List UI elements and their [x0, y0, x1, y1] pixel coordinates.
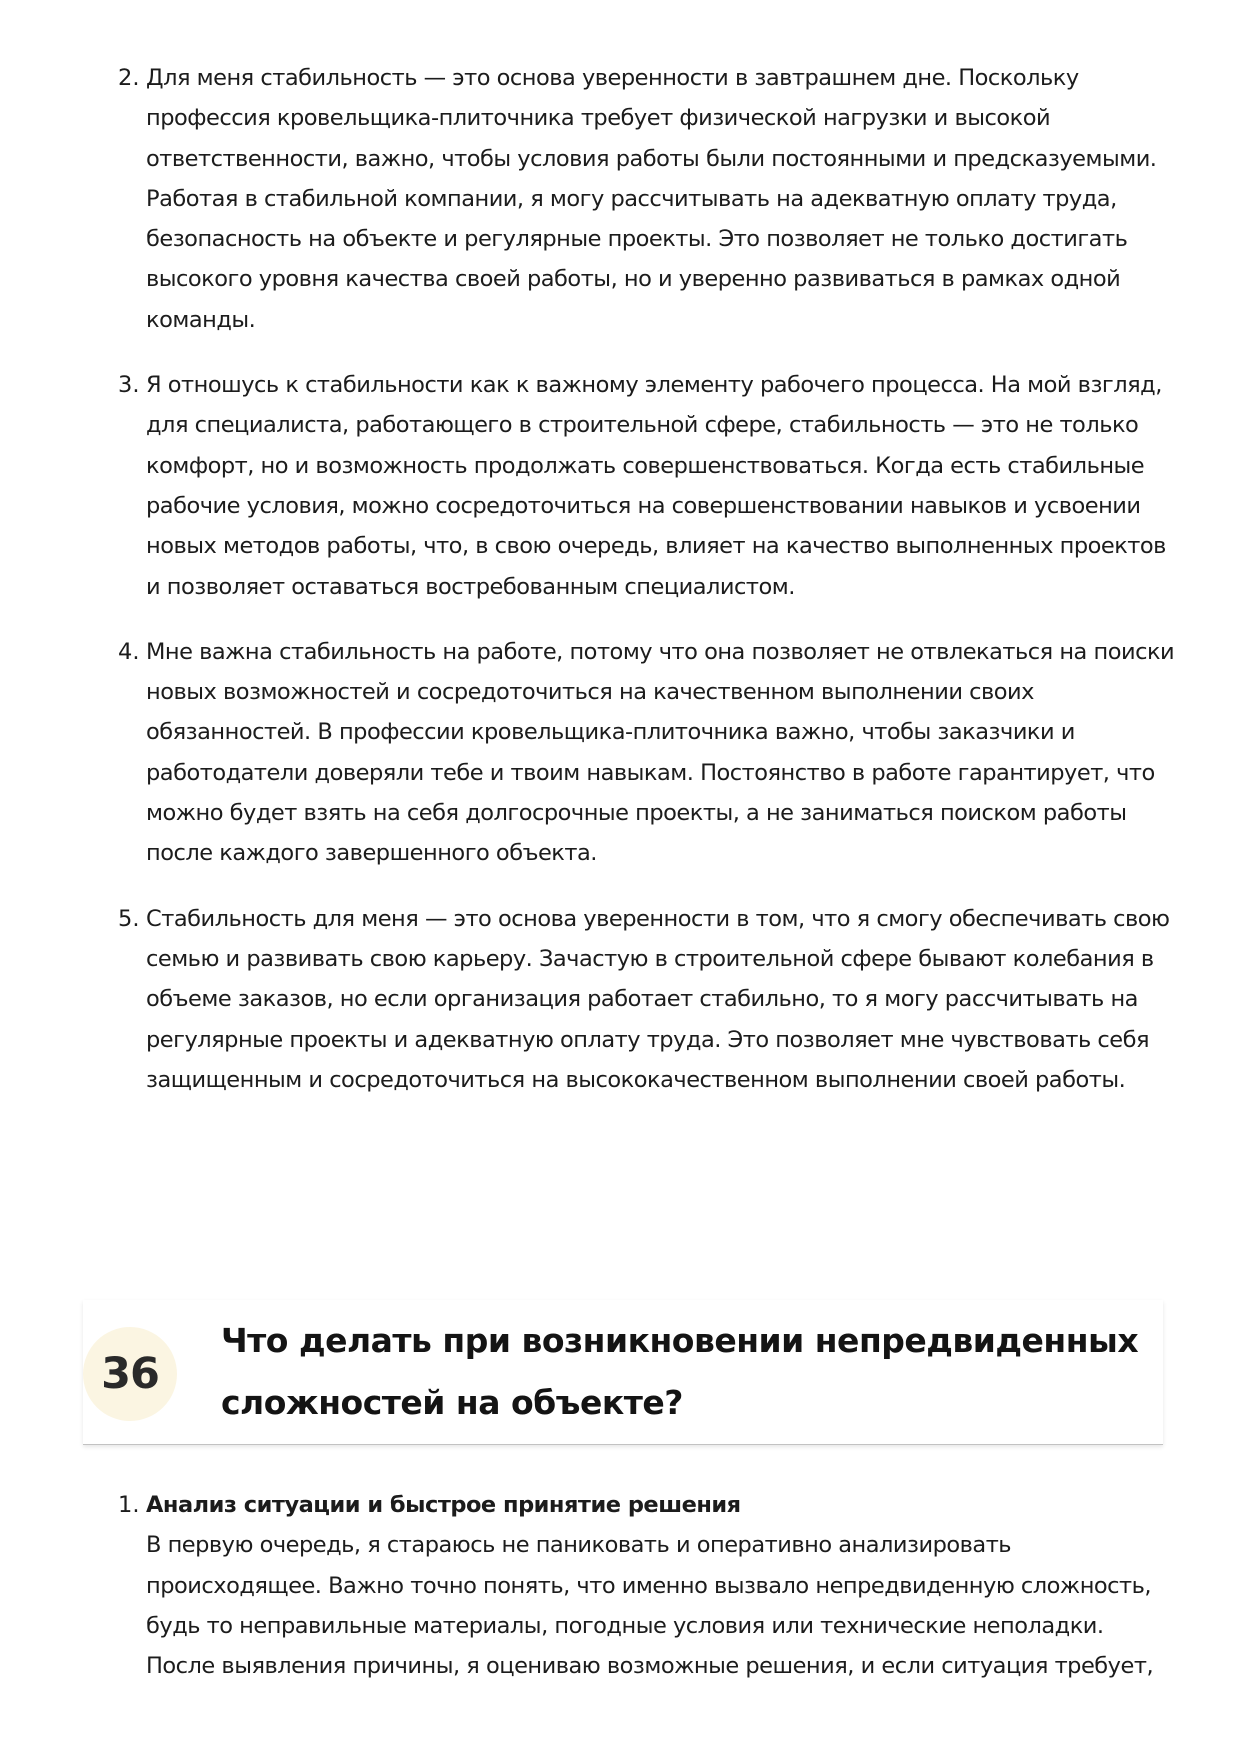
list-item-number: 4. — [118, 638, 140, 665]
list-item-text: Я отношусь к стабильности как к важному элементу рабочего процесса. На мой взгляд, для специалиста, работающего в строительной сфере, стабильность — это не только комфорт, но и возможность продолжать совершенствоваться. Когда есть стабильные рабочие условия, можно сосредоточиться на совершенствовании навыков и усвоении новых методов работы, что, в свою очередь, влияет на качество выполненных проектов и позволяет оставаться востребованным специалистом. — [146, 372, 1166, 600]
list-item-text: Для меня стабильность — это основа уверенности в завтрашнем дне. Поскольку профессия кровельщика-плиточника требует физической нагрузки и высокой ответственности, важно, чтобы условия работы были постоянными и предсказуемыми. Работая в стабильной компании, я могу рассчитывать на адекватную оплату труда, безопасность на объекте и регулярные проекты. Это позволяет не только достигать высокого уровня качества своей работы, но и уверенно развиваться в рамках одной команды. — [146, 65, 1157, 333]
section-header — [83, 1300, 1163, 1445]
answer-list — [118, 58, 1178, 1125]
list-item-text: В первую очередь, я стараюсь не паниковать и оперативно анализировать происходящее. Важно точно понять, что именно вызвало непредвиденную сложность, будь то неправильные материалы, погодные условия или технические неполадки. После выявления причины, я оцениваю возможные решения, и если ситуация требует, — [146, 1532, 1154, 1680]
list-item — [118, 1485, 1178, 1686]
list-item-number: 1. — [118, 1492, 140, 1518]
section-title: Что делать при возникновении непредвиденных сложностей на объекте? — [221, 1321, 1139, 1422]
list-item — [118, 632, 1178, 874]
list-item-number: 5. — [118, 905, 140, 932]
section-number-badge: 36 — [83, 1327, 177, 1421]
list-item-title: Анализ ситуации и быстрое принятие решения — [146, 1492, 741, 1518]
list-item-number: 2. — [118, 65, 140, 91]
list-item-text: Стабильность для меня — это основа уверенности в том, что я смогу обеспечивать свою семью и развивать свою карьеру. Зачастую в строительной сфере бывают колебания в объеме заказов, но если организация работает стабильно, то я могу рассчитывать на регулярные проекты и адекватную оплату труда. Это позволяет мне чувствовать себя защищенным и сосредоточиться на высококачественном выполнении своей работы. — [146, 905, 1170, 1093]
list-item — [118, 58, 1178, 340]
list-item-body — [146, 1485, 1178, 1686]
section-answer-list — [118, 1485, 1178, 1686]
list-item-number: 3. — [118, 372, 140, 399]
list-item — [118, 899, 1178, 1100]
list-item — [118, 365, 1178, 607]
list-item-text: Мне важна стабильность на работе, потому что она позволяет не отвлекаться на поиски новых возможностей и сосредоточиться на качественном выполнении своих обязанностей. В профессии кровельщика-плиточника важно, чтобы заказчики и работодатели доверяли тебе и твоим навыкам. Постоянство в работе гарантирует, что можно будет взять на себя долгосрочные проекты, а не заниматься поиском работы после каждого завершенного объекта. — [146, 638, 1175, 867]
